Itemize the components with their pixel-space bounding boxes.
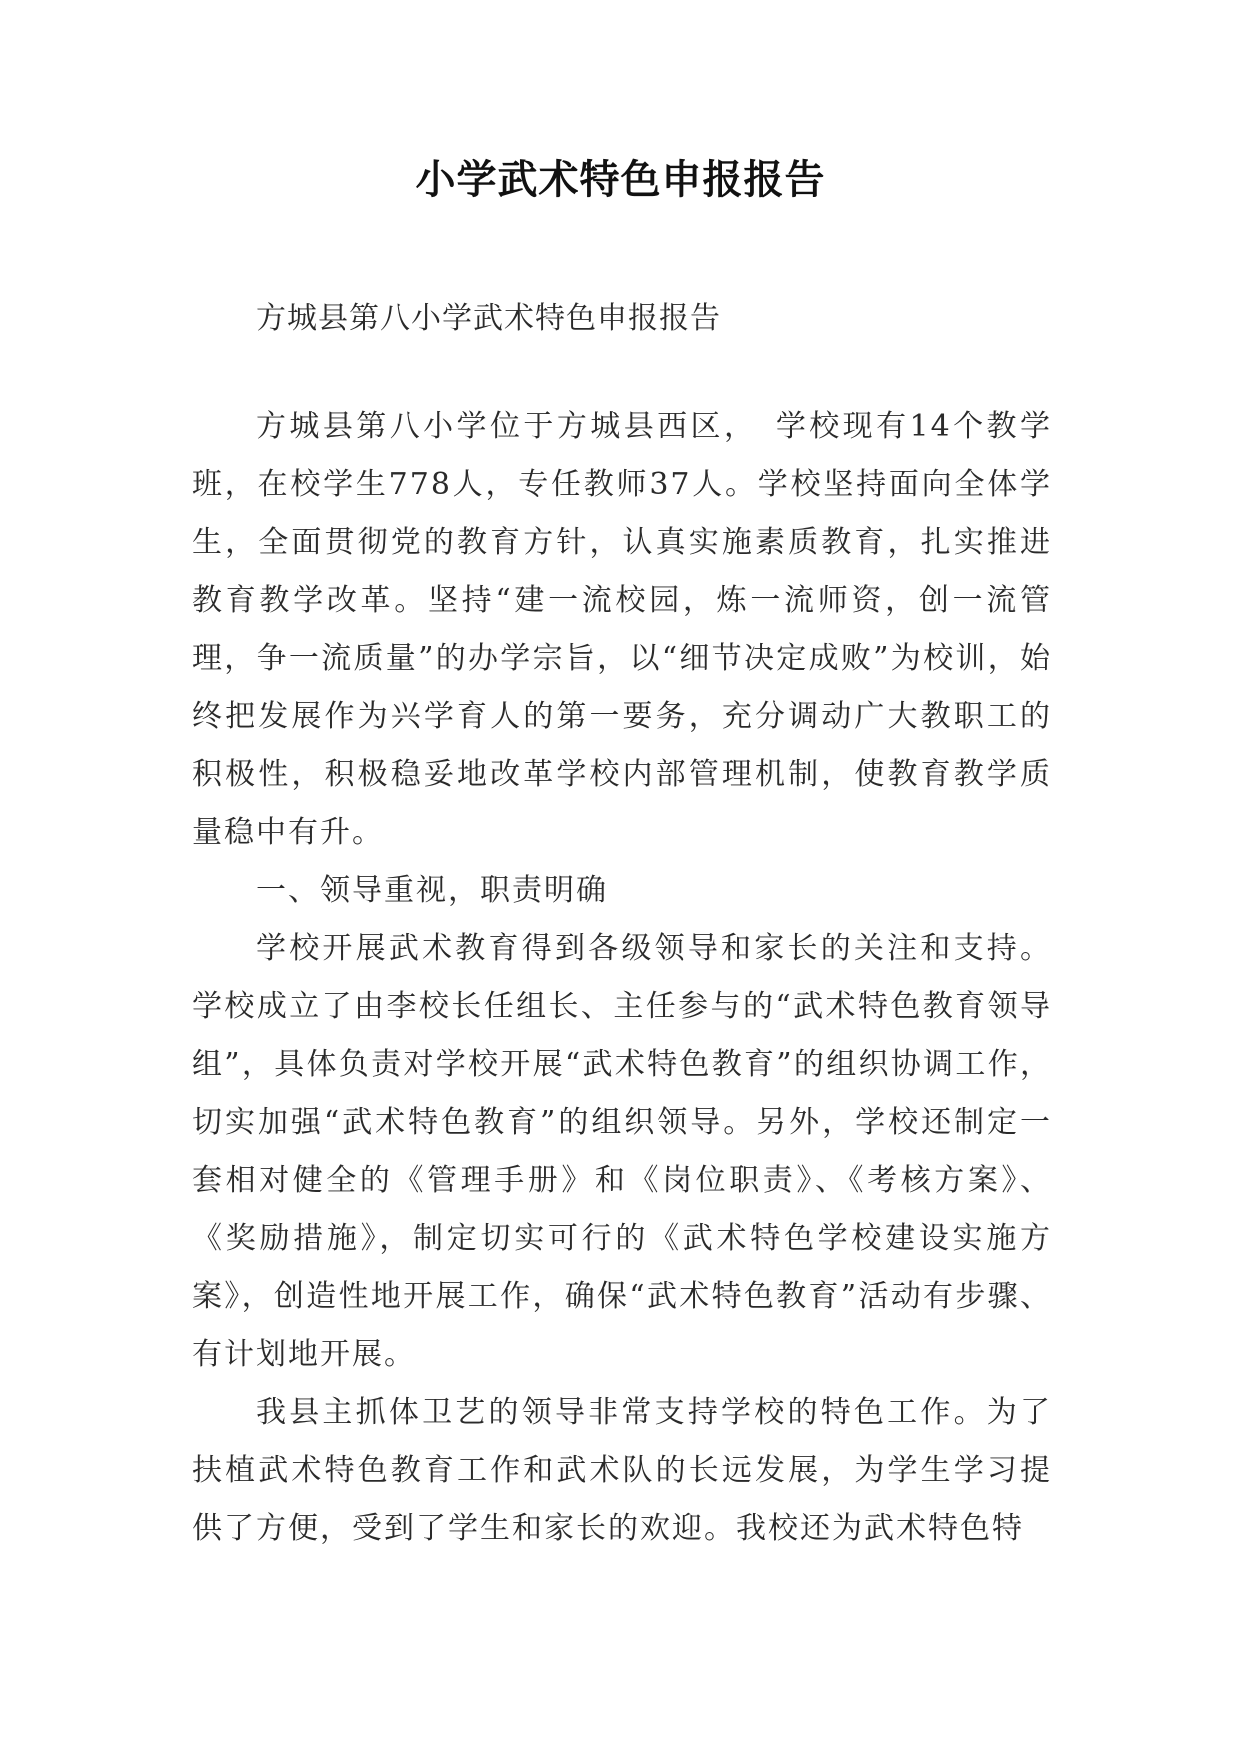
paragraph-intro: 方城县第八小学位于方城县西区， 学校现有14个教学班，在校学生778人，专任教师37人。学校坚持面向全体学生，全面贯彻党的教育方针，认真实施素质教育，扎实推进教育教学改革。坚持“建一流校园，炼一流师资，创一流管理，争一流质量”的办学宗旨，以“细节决定成败”为校训，始终把发展作为兴学育人的第一要务，充分调动广大教职工的积极性，积极稳妥地改革学校内部管理机制，使教育教学质量稳中有升。 — [192, 409, 1052, 850]
document-title: 小学武术特色申报报告 — [415, 157, 826, 203]
document-subtitle: 方城县第八小学武术特色申报报告 — [256, 301, 721, 336]
section-heading-leadership: 一、领导重视，职责明确 — [256, 873, 608, 908]
paragraph-county-support: 我县主抓体卫艺的领导非常支持学校的特色工作。为了扶植武术特色教育工作和武术队的长远发展，为学生学习提供了方便，受到了学生和家长的欢迎。我校还为武术特色特 — [192, 1395, 1052, 1546]
paragraph-leadership: 学校开展武术教育得到各级领导和家长的关注和支持。学校成立了由李校长任组长、主任参与的“武术特色教育领导组”，具体负责对学校开展“武术特色教育”的组织协调工作，切实加强“武术特色教育”的组织领导。另外，学校还制定一套相对健全的《管理手册》和《岗位职责》、《考核方案》、《奖励措施》，制定切实可行的《武术特色学校建设实施方案》，创造性地开展工作，确保“武术特色教育”活动有步骤、有计划地开展。 — [192, 931, 1052, 1372]
document-body — [192, 290, 1052, 1558]
